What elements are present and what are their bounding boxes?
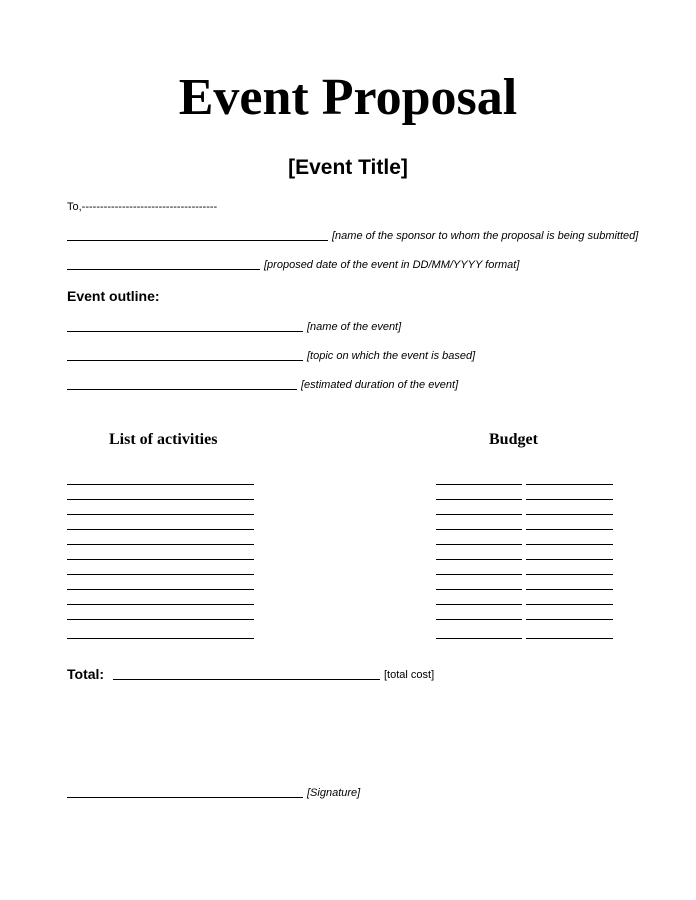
budget-line xyxy=(526,544,613,545)
budget-line xyxy=(436,544,522,545)
outline-blank-3 xyxy=(67,389,297,390)
budget-line xyxy=(436,604,522,605)
activity-line xyxy=(67,514,254,515)
activities-heading: List of activities xyxy=(109,431,218,448)
budget-line xyxy=(436,514,522,515)
activity-line xyxy=(67,559,254,560)
to-line: To,------------------------------------- xyxy=(67,201,218,213)
total-blank xyxy=(113,679,380,680)
activity-line xyxy=(67,638,254,639)
activity-line xyxy=(67,589,254,590)
activity-line xyxy=(67,544,254,545)
activity-line xyxy=(67,604,254,605)
total-hint: [total cost] xyxy=(384,669,435,681)
budget-line xyxy=(526,559,613,560)
activity-line xyxy=(67,529,254,530)
budget-line xyxy=(526,574,613,575)
activity-line xyxy=(67,484,254,485)
budget-line xyxy=(436,574,522,575)
budget-line xyxy=(436,589,522,590)
activity-line xyxy=(67,499,254,500)
date-hint xyxy=(264,258,519,272)
sponsor-hint xyxy=(332,229,638,243)
budget-line xyxy=(436,499,522,500)
budget-line xyxy=(526,604,613,605)
outline-item xyxy=(307,320,401,334)
budget-line xyxy=(436,559,522,560)
event-title-placeholder: [Event Title] xyxy=(288,156,408,179)
outline-hint-2: [topic on which the event is based] xyxy=(307,350,476,362)
signature-blank xyxy=(67,797,303,798)
total-label: Total: xyxy=(67,666,105,682)
activity-line xyxy=(67,619,254,620)
sponsor-hint-text: [name of the sponsor to whom the proposal is being submitted] xyxy=(332,230,639,242)
budget-line xyxy=(526,619,613,620)
outline-item xyxy=(301,378,458,392)
activity-line xyxy=(67,574,254,575)
outline-blank-1 xyxy=(67,331,303,332)
budget-line xyxy=(526,589,613,590)
outline-item xyxy=(307,349,475,363)
event-outline-label: Event outline: xyxy=(67,288,160,304)
date-hint-text: [proposed date of the event in DD/MM/YYYY format] xyxy=(264,259,520,271)
budget-line xyxy=(526,499,613,500)
budget-heading: Budget xyxy=(489,431,538,448)
outline-blank-2 xyxy=(67,360,303,361)
budget-line xyxy=(436,638,522,639)
budget-line xyxy=(526,529,613,530)
date-blank xyxy=(67,269,260,270)
budget-line xyxy=(526,638,613,639)
budget-line xyxy=(526,484,613,485)
outline-hint-3: [estimated duration of the event] xyxy=(301,379,459,391)
budget-line xyxy=(436,529,522,530)
outline-hint-1: [name of the event] xyxy=(307,321,402,333)
budget-line xyxy=(526,514,613,515)
document-title: Event Proposal xyxy=(178,69,518,126)
budget-line xyxy=(436,619,522,620)
sponsor-blank xyxy=(67,240,328,241)
signature-hint: [Signature] xyxy=(307,787,361,799)
budget-line xyxy=(436,484,522,485)
